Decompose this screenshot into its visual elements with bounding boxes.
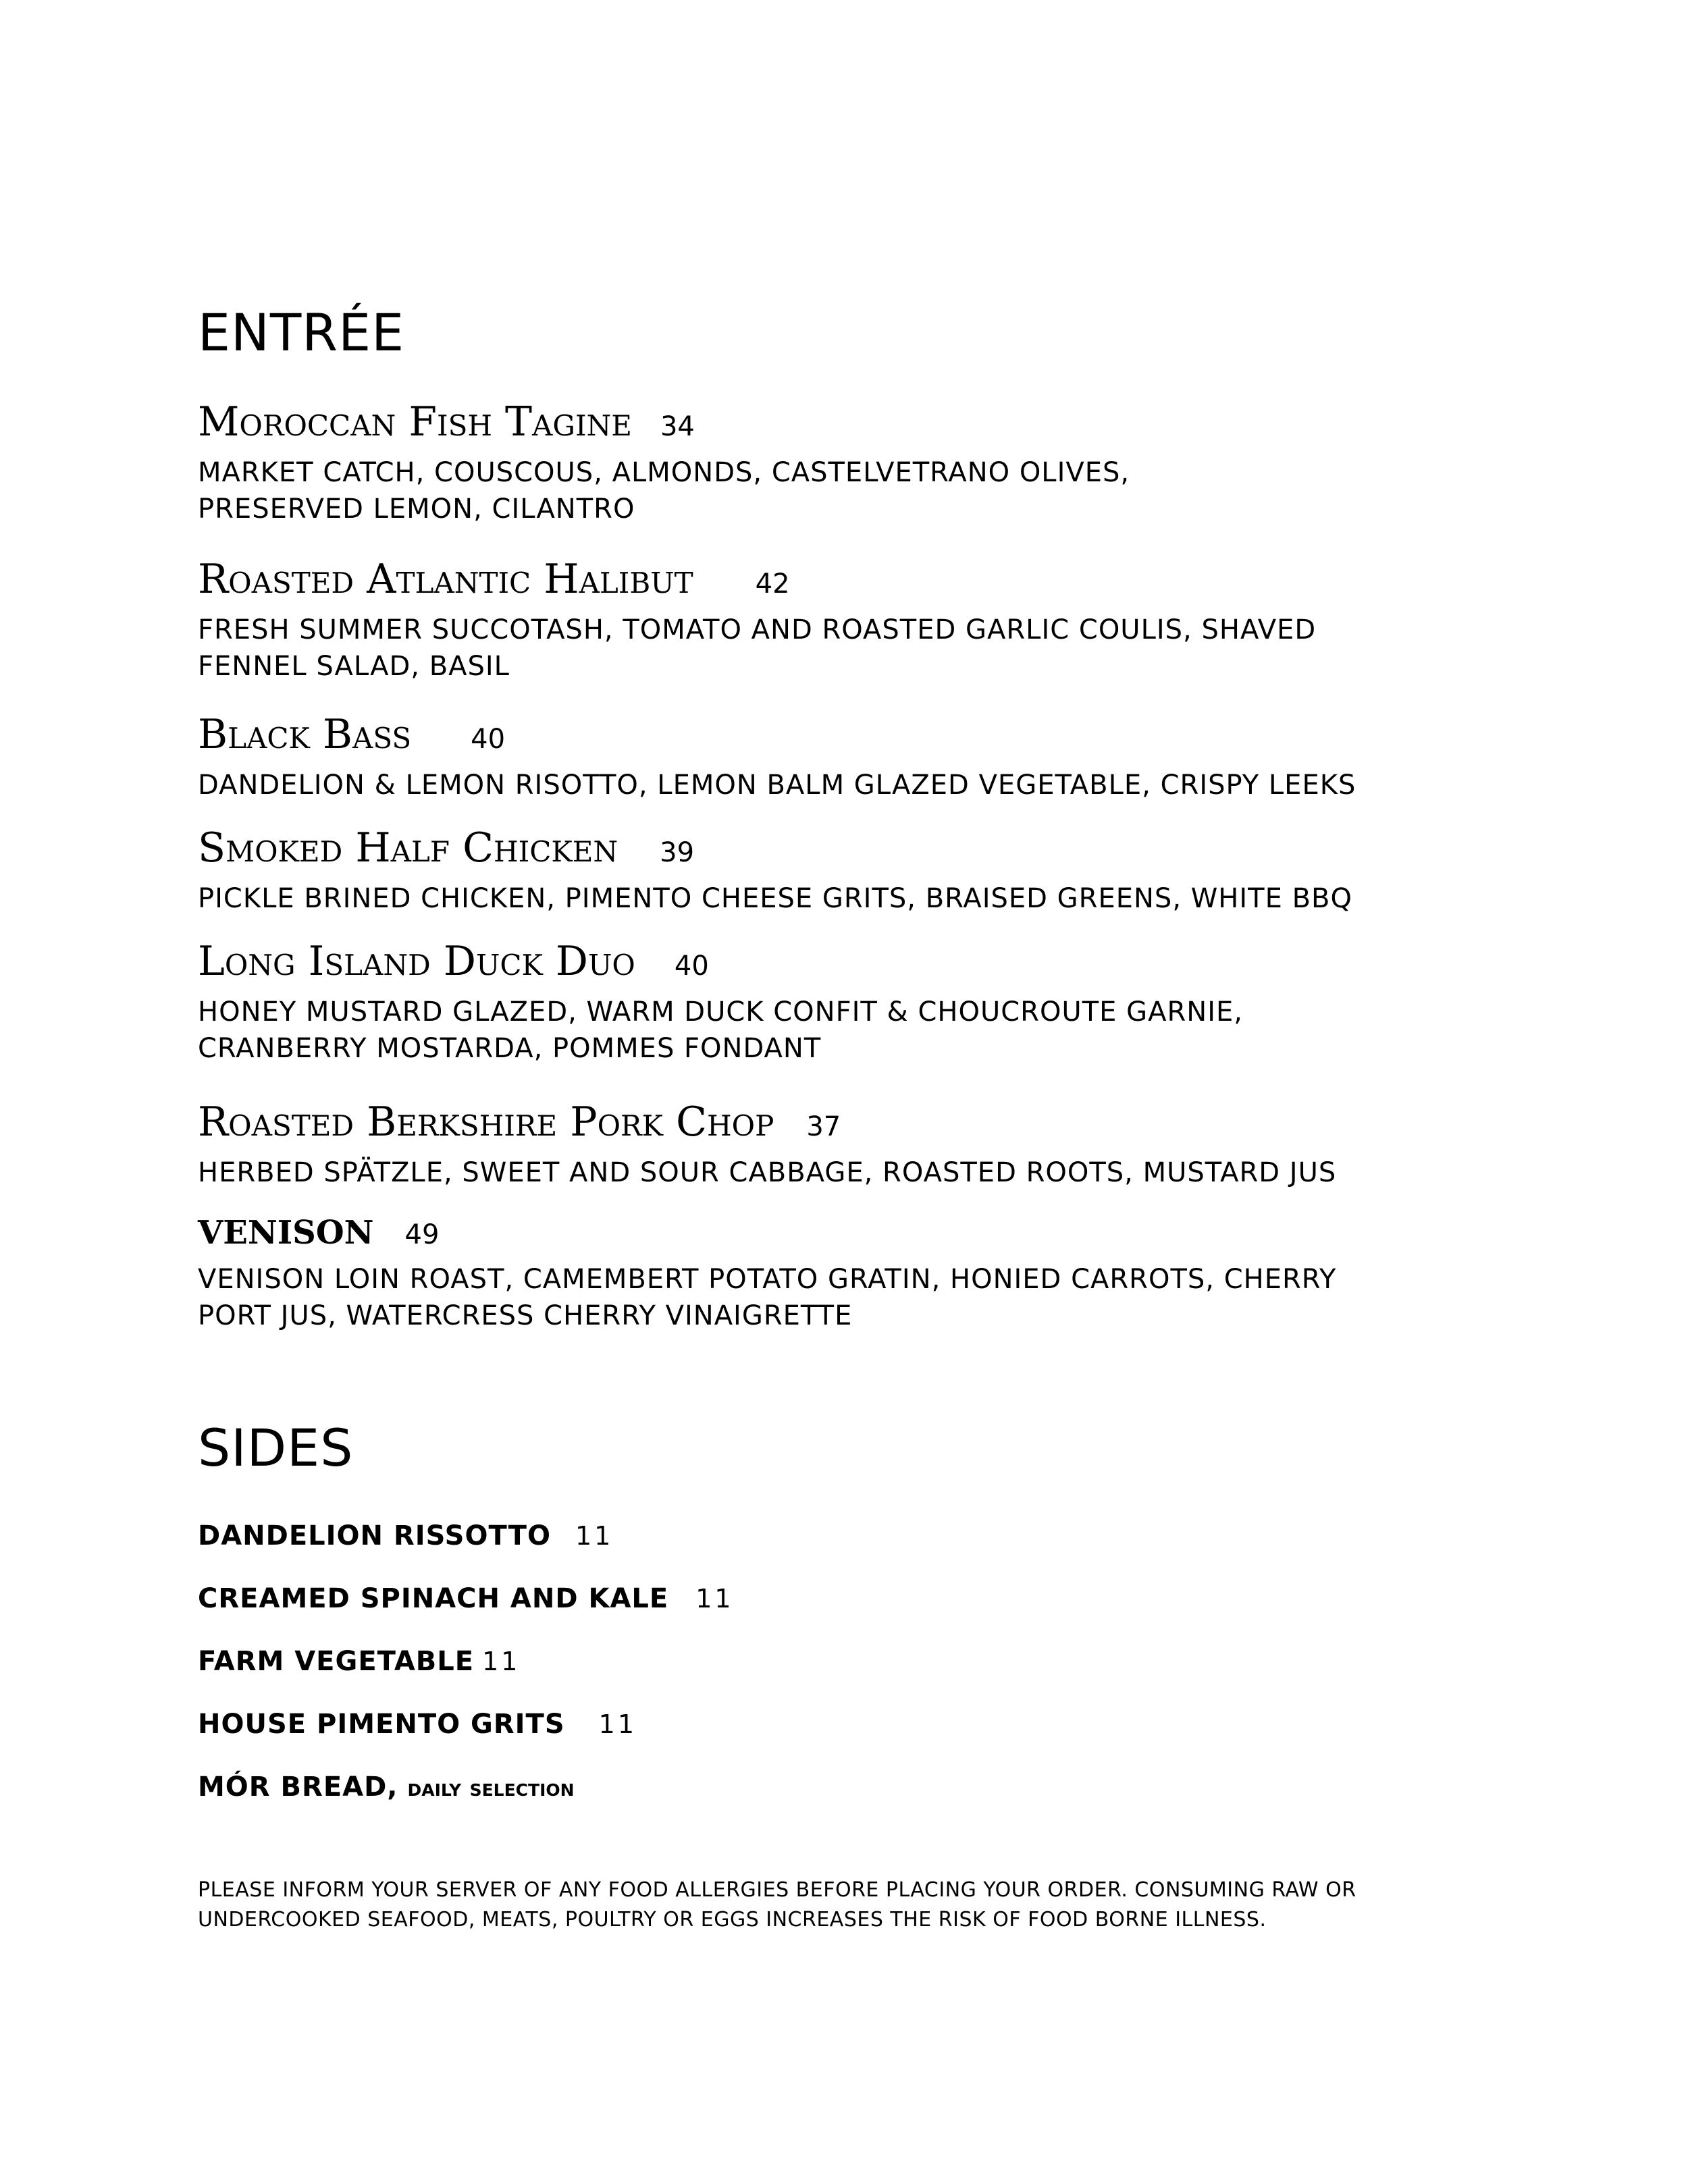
side-note: daily selection xyxy=(407,1774,575,1802)
item-description-line: FRESH SUMMER SUCCOTASH, TOMATO AND ROASTED GARLIC COULIS, SHAVED xyxy=(198,614,1317,645)
disclaimer-line: UNDERCOOKED SEAFOOD, MEATS, POULTRY OR EGGS INCREASES THE RISK OF FOOD BORNE ILLNESS. xyxy=(198,1908,1267,1932)
item-description-line: DANDELION & LEMON RISOTTO, LEMON BALM GLAZED VEGETABLE, CRISPY LEEKS xyxy=(198,770,1356,801)
item-description xyxy=(198,1261,1336,1334)
item-description-line: PRESERVED LEMON, CILANTRO xyxy=(198,494,635,525)
item-name: Moroccan Fish Tagine xyxy=(198,398,632,446)
item-name: Long Island Duck Duo xyxy=(198,938,635,985)
item-description-line: CRANBERRY MOSTARDA, POMMES FONDANT xyxy=(198,1033,822,1064)
entree-item-long-island-duck-duo xyxy=(198,938,1243,1067)
side-item-creamed-spinach-and-kale xyxy=(198,1585,734,1612)
item-price: 42 xyxy=(755,568,790,600)
item-price: 49 xyxy=(404,1219,440,1250)
item-price: 40 xyxy=(674,951,709,982)
entree-heading: ENTRÉE xyxy=(198,302,405,363)
item-name: VENISON xyxy=(198,1214,374,1252)
side-item-farm-vegetable xyxy=(198,1648,520,1675)
item-description xyxy=(198,1154,1336,1191)
side-item-mor-bread xyxy=(198,1774,575,1801)
side-name: MÓR BREAD, xyxy=(198,1772,398,1803)
sides-heading: SIDES xyxy=(198,1418,354,1478)
side-name: CREAMED SPINACH AND KALE xyxy=(198,1583,669,1614)
item-description-line: HONEY MUSTARD GLAZED, WARM DUCK CONFIT & CHOUCROUTE GARNIE, xyxy=(198,996,1243,1028)
item-description-line: HERBED SPÄTZLE, SWEET AND SOUR CABBAGE, ROASTED ROOTS, MUSTARD JUS xyxy=(198,1157,1337,1188)
item-description-line: MARKET CATCH, COUSCOUS, ALMONDS, CASTELVETRANO OLIVES, xyxy=(198,457,1130,488)
item-description-line: VENISON LOIN ROAST, CAMEMBERT POTATO GRATIN, HONIED CARROTS, CHERRY xyxy=(198,1264,1337,1295)
item-description-line: PICKLE BRINED CHICKEN, PIMENTO CHEESE GRITS, BRAISED GREENS, WHITE BBQ xyxy=(198,883,1352,914)
side-item-dandelion-rissotto xyxy=(198,1522,613,1549)
item-description-line: PORT JUS, WATERCRESS CHERRY VINAIGRETTE xyxy=(198,1300,853,1331)
item-description xyxy=(198,454,1130,527)
entree-item-moroccan-fish-tagine xyxy=(198,398,1130,527)
entree-item-venison xyxy=(198,1214,1337,1334)
side-name: HOUSE PIMENTO GRITS xyxy=(198,1709,565,1740)
side-item-house-pimento-grits xyxy=(198,1711,637,1738)
side-price: 11 xyxy=(695,1584,734,1614)
allergy-disclaimer xyxy=(198,1875,1514,1935)
item-price: 39 xyxy=(660,837,695,868)
item-name: Black Bass xyxy=(198,711,412,758)
entree-item-roasted-atlantic-halibut xyxy=(198,556,1317,685)
disclaimer-line: PLEASE INFORM YOUR SERVER OF ANY FOOD ALLERGIES BEFORE PLACING YOUR ORDER. CONSUMING RAW OR xyxy=(198,1878,1356,1902)
side-price: 11 xyxy=(575,1521,614,1551)
item-description xyxy=(198,994,1243,1067)
side-name: FARM VEGETABLE xyxy=(198,1646,475,1677)
item-price: 40 xyxy=(471,724,506,755)
item-name: Roasted Atlantic Halibut xyxy=(198,556,693,603)
side-price: 11 xyxy=(482,1647,521,1676)
item-price: 37 xyxy=(806,1111,841,1142)
item-price: 34 xyxy=(660,411,695,442)
entree-item-smoked-half-chicken xyxy=(198,824,1352,917)
side-name: DANDELION RISSOTTO xyxy=(198,1520,551,1551)
item-name: Smoked Half Chicken xyxy=(198,824,618,872)
side-price: 11 xyxy=(598,1709,637,1739)
item-name: Roasted Berkshire Pork Chop xyxy=(198,1098,774,1146)
item-description-line: FENNEL SALAD, BASIL xyxy=(198,651,510,682)
item-description xyxy=(198,880,1352,917)
item-description xyxy=(198,612,1316,685)
entree-item-black-bass xyxy=(198,711,1356,803)
item-description xyxy=(198,767,1356,803)
entree-item-roasted-berkshire-pork-chop xyxy=(198,1098,1337,1191)
